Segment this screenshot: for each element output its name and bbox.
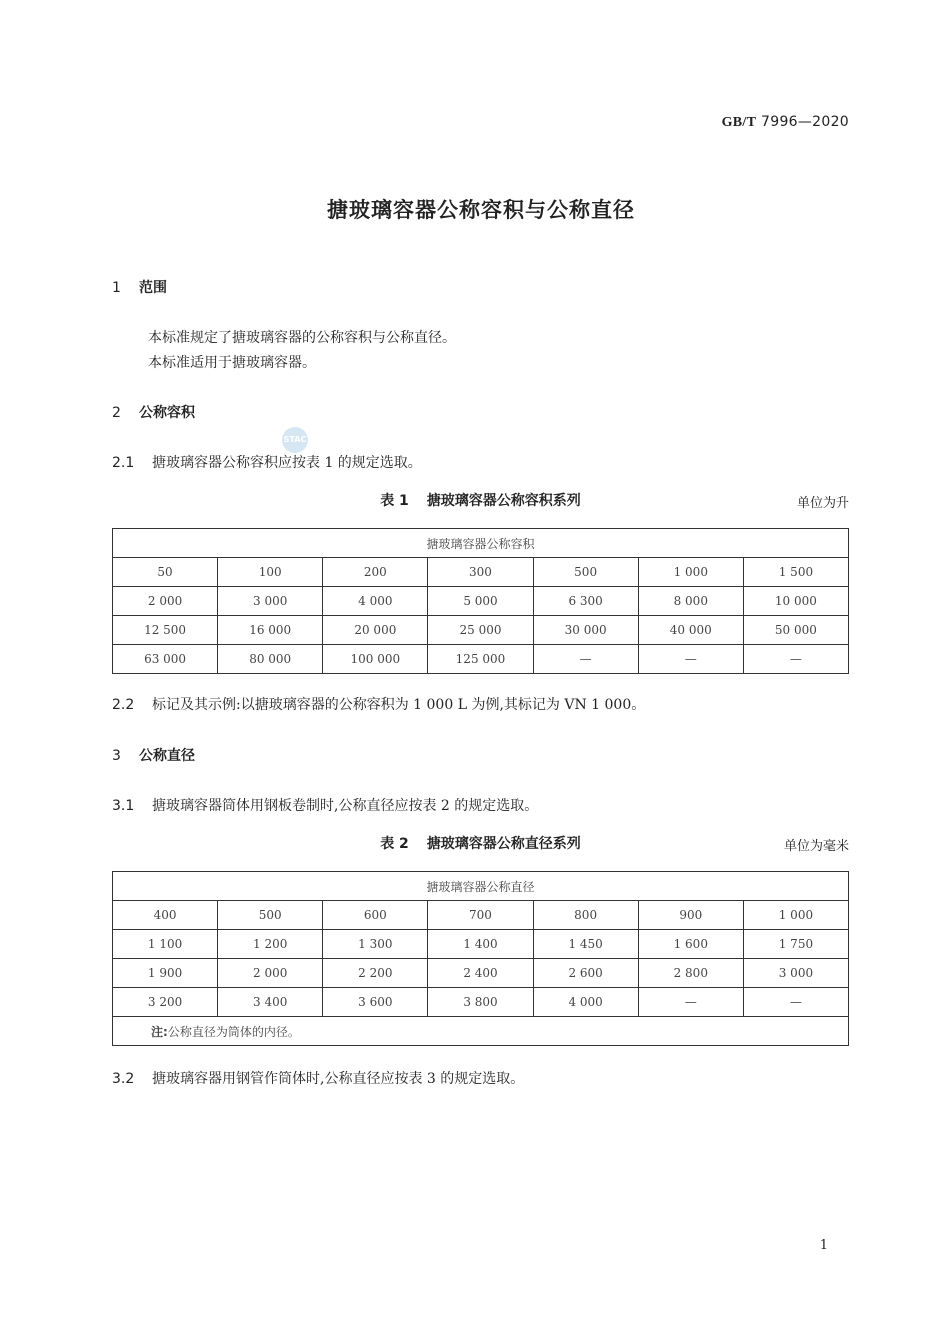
clause-text: 搪玻璃容器筒体用钢板卷制时,公称直径应按表 2 的规定选取。 — [152, 798, 539, 814]
table-cell: 2 400 — [428, 959, 533, 988]
section-2-heading — [112, 402, 195, 422]
table-note-row — [113, 1017, 849, 1046]
standard-code-number: 7996—2020 — [761, 114, 849, 130]
clause-number: 2.1 — [112, 455, 135, 471]
table-caption-text: 搪玻璃容器公称直径系列 — [426, 836, 581, 852]
clause-text: 标记及其示例:以搪玻璃容器的公称容积为 1 000 L 为例,其标记为 VN 1 000。 — [152, 697, 646, 713]
table-row — [113, 959, 849, 988]
note-label: 注: — [151, 1024, 168, 1039]
table-cell: 1 450 — [533, 930, 638, 959]
table-cell: 3 200 — [113, 988, 218, 1017]
table-cell: 30 000 — [533, 616, 638, 645]
clause-2-1 — [112, 452, 422, 472]
table-cell: 5 000 — [428, 587, 533, 616]
section-title: 公称直径 — [139, 748, 195, 764]
table-cell: 2 200 — [323, 959, 428, 988]
stac-watermark: STAC — [282, 427, 308, 453]
scope-paragraph-1: 本标准规定了搪玻璃容器的公称容积与公称直径。 — [148, 330, 456, 346]
table-cell: 40 000 — [638, 616, 743, 645]
table-cell: 1 400 — [428, 930, 533, 959]
table-cell: 800 — [533, 901, 638, 930]
table-cell: 500 — [533, 558, 638, 587]
table-cell: 300 — [428, 558, 533, 587]
table-cell: 700 — [428, 901, 533, 930]
table-cell: 2 000 — [218, 959, 323, 988]
clause-3-2 — [112, 1068, 524, 1088]
table-header-row — [113, 529, 849, 558]
table-cell: 4 000 — [323, 587, 428, 616]
table-cell: 3 000 — [218, 587, 323, 616]
table-cell: 1 600 — [638, 930, 743, 959]
table-cell: 2 800 — [638, 959, 743, 988]
table-cell: 3 000 — [743, 959, 848, 988]
table-row — [113, 901, 849, 930]
table-row — [113, 645, 849, 674]
clause-number: 2.2 — [112, 697, 135, 713]
table-2-unit: 单位为毫米 — [783, 839, 849, 854]
table-cell: 1 000 — [743, 901, 848, 930]
table-cell: 125 000 — [428, 645, 533, 674]
table-note — [113, 1017, 849, 1046]
table-1 — [112, 528, 849, 674]
table-label: 表 2 — [380, 836, 409, 852]
table-2 — [112, 871, 849, 1046]
table-cell: 400 — [113, 901, 218, 930]
table-cell: 500 — [218, 901, 323, 930]
table-cell: 100 — [218, 558, 323, 587]
table-cell: 600 — [323, 901, 428, 930]
section-1-heading — [112, 277, 167, 297]
table-cell: 16 000 — [218, 616, 323, 645]
table-cell: 8 000 — [638, 587, 743, 616]
table-cell: 100 000 — [323, 645, 428, 674]
table-cell: 25 000 — [428, 616, 533, 645]
table-cell: — — [743, 988, 848, 1017]
table-cell: 1 900 — [113, 959, 218, 988]
table-cell: 10 000 — [743, 587, 848, 616]
table-cell: 900 — [638, 901, 743, 930]
table-row — [113, 930, 849, 959]
standard-code-prefix: GB/T — [721, 115, 757, 130]
table-cell: — — [638, 645, 743, 674]
clause-text: 搪玻璃容器公称容积应按表 1 的规定选取。 — [152, 455, 422, 471]
table-cell: 3 800 — [428, 988, 533, 1017]
table-row — [113, 587, 849, 616]
table-cell: 200 — [323, 558, 428, 587]
table-header: 搪玻璃容器公称直径 — [113, 872, 849, 901]
table-2-caption — [112, 833, 849, 853]
table-cell: 20 000 — [323, 616, 428, 645]
table-cell: — — [638, 988, 743, 1017]
table-cell: 1 500 — [743, 558, 848, 587]
table-cell: 4 000 — [533, 988, 638, 1017]
table-cell: 1 000 — [638, 558, 743, 587]
table-caption-text: 搪玻璃容器公称容积系列 — [426, 493, 581, 509]
section-title: 范围 — [139, 280, 167, 296]
section-number: 2 — [112, 405, 121, 421]
table-cell: 50 000 — [743, 616, 848, 645]
document-title: 搪玻璃容器公称容积与公称直径 — [327, 198, 635, 222]
table-row — [113, 616, 849, 645]
standard-code — [722, 114, 849, 131]
table-cell: 12 500 — [113, 616, 218, 645]
clause-2-2 — [112, 694, 645, 714]
table-label: 表 1 — [380, 493, 409, 509]
table-cell: 50 — [113, 558, 218, 587]
table-cell: 80 000 — [218, 645, 323, 674]
section-number: 1 — [112, 280, 121, 296]
page-number: 1 — [819, 1238, 828, 1253]
table-cell: 2 600 — [533, 959, 638, 988]
table-row — [113, 558, 849, 587]
table-header-row — [113, 872, 849, 901]
table-cell: — — [743, 645, 848, 674]
table-cell: 1 300 — [323, 930, 428, 959]
table-cell: 6 300 — [533, 587, 638, 616]
table-cell: 3 600 — [323, 988, 428, 1017]
table-header: 搪玻璃容器公称容积 — [113, 529, 849, 558]
table-cell: 1 200 — [218, 930, 323, 959]
table-cell: 1 750 — [743, 930, 848, 959]
clause-3-1 — [112, 795, 538, 815]
section-title: 公称容积 — [139, 405, 195, 421]
clause-number: 3.2 — [112, 1071, 135, 1087]
table-row — [113, 988, 849, 1017]
table-1-unit: 单位为升 — [796, 496, 849, 511]
table-cell: 1 100 — [113, 930, 218, 959]
table-cell: 2 000 — [113, 587, 218, 616]
clause-text: 搪玻璃容器用钢管作筒体时,公称直径应按表 3 的规定选取。 — [152, 1071, 525, 1087]
section-3-heading — [112, 745, 195, 765]
scope-paragraph-2: 本标准适用于搪玻璃容器。 — [148, 355, 316, 371]
section-number: 3 — [112, 748, 121, 764]
table-cell: — — [533, 645, 638, 674]
table-1-caption — [112, 490, 849, 510]
table-cell: 63 000 — [113, 645, 218, 674]
note-text: 公称直径为筒体的内径。 — [167, 1024, 300, 1039]
clause-number: 3.1 — [112, 798, 135, 814]
table-cell: 3 400 — [218, 988, 323, 1017]
